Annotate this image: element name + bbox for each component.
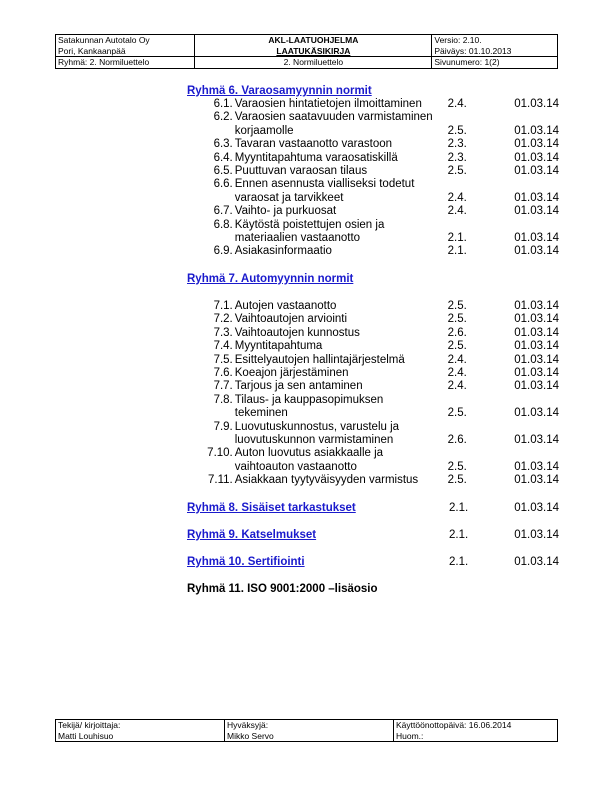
item-date: 01.03.14 — [514, 191, 559, 204]
item-version: 2.3. — [447, 151, 467, 164]
item-date: 01.03.14 — [514, 165, 559, 178]
item-date: 01.03.14 — [514, 124, 559, 137]
item-version: 2.5. — [447, 474, 467, 487]
list-item — [187, 380, 559, 393]
item-number: 7.4. — [213, 340, 233, 353]
list-item — [187, 434, 559, 447]
item-label: Käytöstä poistettujen osien ja — [234, 218, 385, 231]
company-name: Satakunnan Autotalo Oy — [58, 35, 150, 45]
author-cell — [56, 720, 225, 742]
list-item — [187, 111, 559, 124]
item-version: 2.6. — [447, 326, 467, 339]
group-label: Ryhmä: 2. Normiluettelo — [56, 57, 195, 69]
section-label: 2. Normiluettelo — [195, 57, 432, 69]
item-date: 01.03.14 — [514, 299, 559, 312]
item-version: 2.4. — [447, 205, 467, 218]
list-item — [187, 407, 559, 420]
list-item — [187, 300, 559, 313]
group-8-row — [187, 502, 559, 515]
item-label: Koeajon järjestäminen — [234, 366, 349, 379]
item-version: 2.4. — [447, 98, 467, 110]
item-label: Myyntitapahtuma varaosatiskillä — [234, 151, 398, 164]
item-date: 01.03.14 — [514, 433, 559, 446]
item-label: Asiakasinformaatio — [234, 245, 332, 258]
item-label: Vaihtoautojen arviointi — [234, 313, 348, 326]
item-version: 2.5. — [447, 124, 467, 137]
item-date: 01.03.14 — [514, 460, 559, 473]
item-version: 2.5. — [447, 340, 467, 353]
group-7-list — [187, 300, 559, 488]
list-item — [187, 192, 559, 205]
item-version: 2.5. — [447, 313, 467, 326]
item-version: 2.6. — [447, 433, 467, 446]
item-label: Asiakkaan tyytyväisyyden varmistus — [234, 474, 419, 487]
list-item — [187, 474, 559, 487]
item-version: 2.5. — [447, 165, 467, 178]
item-number: 7.7. — [213, 380, 233, 393]
group-8-version: 2.1. — [449, 501, 469, 514]
item-label: Puuttuvan varaosan tilaus — [234, 165, 368, 178]
item-label: Varaosien saatavuuden varmistaminen — [234, 111, 433, 124]
group-9-row — [187, 529, 559, 542]
list-item — [187, 327, 559, 340]
item-label: Vaihtoautojen kunnostus — [234, 326, 360, 339]
item-label: Varaosien hintatietojen ilmoittaminen — [234, 98, 422, 110]
list-item — [187, 394, 559, 407]
item-date: 01.03.14 — [514, 245, 559, 258]
item-label: Tavaran vastaanotto varastoon — [234, 138, 393, 151]
approver-label: Hyväksyjä: — [227, 720, 269, 730]
item-label: luovutuskunnon varmistaminen — [234, 433, 394, 446]
manual-title: LAATUKÄSIKIRJA — [276, 45, 351, 56]
group-9-heading[interactable]: Ryhmä 9. Katselmukset — [187, 528, 317, 541]
version-text: Versio: 2.10. — [434, 35, 482, 45]
company-cell — [56, 35, 195, 57]
item-version: 2.1. — [447, 245, 467, 258]
group-10-date: 01.03.14 — [514, 555, 559, 568]
deploy-cell — [394, 720, 558, 742]
version-cell — [432, 35, 558, 57]
main-content — [187, 85, 559, 596]
deploy-date: Käyttöönottopäivä: 16.06.2014 — [396, 720, 512, 730]
list-item — [187, 152, 559, 165]
item-number: 6.7. — [213, 205, 233, 218]
item-date: 01.03.14 — [514, 205, 559, 218]
list-item — [187, 245, 559, 258]
list-item — [187, 461, 559, 474]
item-label: tekeminen — [234, 407, 288, 420]
list-item — [187, 367, 559, 380]
item-date: 01.03.14 — [514, 232, 559, 245]
date-text: Päiväys: 01.10.2013 — [434, 45, 512, 56]
item-number: 7.10. — [207, 447, 233, 460]
group-6-list — [187, 98, 559, 259]
item-version: 2.4. — [447, 366, 467, 379]
company-location: Pori, Kankaanpää — [58, 45, 126, 56]
item-number: 6.3. — [213, 138, 233, 151]
item-date: 01.03.14 — [514, 98, 559, 110]
item-date: 01.03.14 — [514, 313, 559, 326]
list-item — [187, 232, 559, 245]
group-10-version: 2.1. — [449, 555, 469, 568]
item-date: 01.03.14 — [514, 380, 559, 393]
item-number: 7.6. — [213, 366, 233, 379]
list-item — [187, 138, 559, 151]
item-label: varaosat ja tarvikkeet — [234, 191, 344, 204]
item-date: 01.03.14 — [514, 151, 559, 164]
approver-name: Mikko Servo — [227, 730, 274, 741]
item-version: 2.1. — [447, 232, 467, 245]
list-item — [187, 178, 559, 191]
item-number: 6.5. — [213, 165, 233, 178]
document-header — [55, 34, 558, 69]
item-label: Autojen vastaanotto — [234, 299, 337, 312]
list-item — [187, 340, 559, 353]
group-8-date: 01.03.14 — [514, 501, 559, 514]
item-number: 7.2. — [213, 313, 233, 326]
item-date: 01.03.14 — [514, 353, 559, 366]
item-number: 7.11. — [208, 474, 233, 487]
item-number: 6.1. — [213, 98, 233, 110]
item-date: 01.03.14 — [514, 474, 559, 487]
group-6-heading[interactable]: Ryhmä 6. Varaosamyynnin normit — [187, 85, 372, 97]
list-item — [187, 165, 559, 178]
group-11-heading: Ryhmä 11. ISO 9001:2000 –lisäosio — [187, 582, 378, 595]
item-label: Esittelyautojen hallintajärjestelmä — [234, 353, 405, 366]
item-version: 2.3. — [447, 138, 467, 151]
item-version: 2.4. — [447, 191, 467, 204]
item-number: 6.2. — [213, 111, 233, 124]
item-version: 2.5. — [447, 460, 467, 473]
item-label: Tarjous ja sen antaminen — [234, 380, 363, 393]
note-label: Huom.: — [396, 730, 424, 741]
group-9-version: 2.1. — [449, 528, 469, 541]
item-label: Myyntitapahtuma — [234, 340, 323, 353]
group-10-row — [187, 556, 559, 569]
program-title: AKL-LAATUOHJELMA — [268, 35, 359, 45]
item-label: Tilaus- ja kauppasopimuksen — [234, 393, 384, 406]
item-label: vaihtoauton vastaanotto — [234, 460, 357, 473]
item-version: 2.5. — [447, 407, 467, 420]
group-8-heading[interactable]: Ryhmä 8. Sisäiset tarkastukset — [187, 501, 356, 514]
item-version: 2.5. — [447, 299, 467, 312]
list-item — [187, 313, 559, 326]
item-number: 6.9. — [213, 245, 233, 258]
author-label: Tekijä/ kirjoittaja: — [58, 720, 121, 730]
page-number: Sivunumero: 1(2) — [432, 57, 558, 69]
item-number: 6.6. — [213, 178, 233, 191]
list-item — [187, 421, 559, 434]
item-number: 7.5. — [213, 353, 233, 366]
item-version: 2.4. — [447, 353, 467, 366]
item-number: 7.9. — [213, 420, 233, 433]
item-date: 01.03.14 — [514, 138, 559, 151]
item-date: 01.03.14 — [514, 407, 559, 420]
item-label: korjaamolle — [234, 124, 294, 137]
item-number: 6.8. — [213, 218, 233, 231]
author-name: Matti Louhisuo — [58, 730, 114, 741]
item-label: Vaihto- ja purkuosat — [234, 205, 337, 218]
list-item — [187, 447, 559, 460]
item-date: 01.03.14 — [514, 340, 559, 353]
item-date: 01.03.14 — [514, 366, 559, 379]
list-item — [187, 205, 559, 218]
document-footer — [55, 719, 558, 742]
approver-cell — [225, 720, 394, 742]
title-cell — [195, 35, 432, 57]
item-number: 6.4. — [213, 151, 233, 164]
item-version: 2.4. — [447, 380, 467, 393]
item-label: Auton luovutus asiakkaalle ja — [234, 447, 384, 460]
item-number: 7.1. — [213, 299, 233, 312]
item-date: 01.03.14 — [514, 326, 559, 339]
group-10-heading[interactable]: Ryhmä 10. Sertifiointi — [187, 555, 305, 568]
group-7-heading[interactable]: Ryhmä 7. Automyynnin normit — [187, 272, 354, 285]
item-label: Luovutuskunnostus, varustelu ja — [234, 420, 400, 433]
list-item — [187, 219, 559, 232]
list-item — [187, 125, 559, 138]
item-label: materiaalien vastaanotto — [234, 232, 361, 245]
item-label: Ennen asennusta vialliseksi todetut — [234, 178, 415, 191]
item-number: 7.3. — [213, 326, 233, 339]
list-item — [187, 354, 559, 367]
list-item — [187, 98, 559, 111]
group-9-date: 01.03.14 — [514, 528, 559, 541]
item-number: 7.8. — [213, 393, 233, 406]
